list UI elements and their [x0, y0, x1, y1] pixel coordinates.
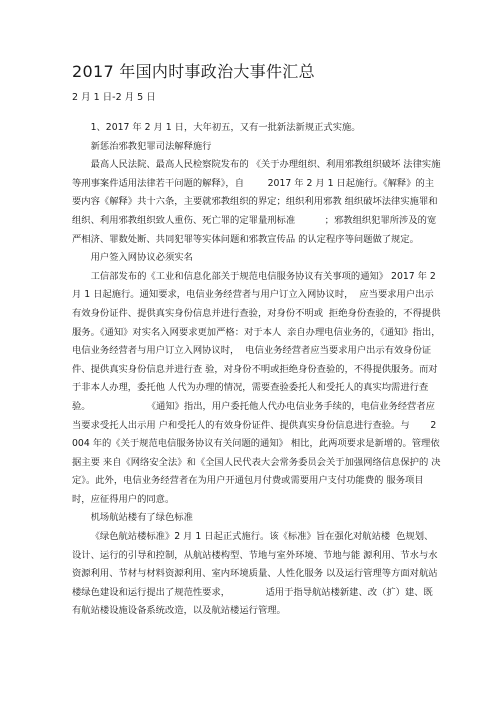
section-heading-real-name: 用户签入网协议必须实名 — [90, 252, 193, 264]
document-body — [72, 119, 442, 621]
section-heading-green-terminal: 机场航站楼有了绿色标准 — [90, 512, 193, 524]
paragraph-green-terminal: 《绿色航站楼标准》2 月 1 日起正式施行。该《标准》旨在强化对航站楼 色规划、设计、运行的引导和控制，从航站楼构型、节地与室外环境、节地与能 源利用、节水与水资源利用、节材与材料资源利用、室内环境质量、人性化服务 以及运行管理等方面对航站楼绿色建设和运行提出了规范性要求， 适用于指导航站楼新建、改（扩）建、既有航站楼设施设备系统改造，以及航站楼运行管理。 — [72, 531, 438, 617]
paragraph-real-name: 工信部发布的《工业和信息化部关于规范电信服务协议有关事项的通知》 2017 年 2 月 1 日起施行。通知要求，电信业务经营者与用户订立入网协议时， 应当要求用户出示有效身份证件、提供真实身份信息并进行查验，对身份不明或 拒绝身份查验的，不得提供服务。《通知》对实名入网要求更加严格：对于本人 亲自办理电信业务的，《通知》指出，电信业务经营者与用户订立入网协议时， 电信业务经营者应当要求用户出示有效身份证件、提供真实身份信息并进行查 验，对身份不明或拒绝身份查验的，不得提供服务。而对于非本人办理，委托他 人代为办理的情况，需要查验委托人和受托人的真实均需进行查验。 《通知》指出，用户委托他人代办电信业务手续的，电信业务经营者应当要求受托人出示用 户和受托人的有效身份证件、提供真实身份信息进行查验。与 2004 年的《关于规范电信服务协议有关问题的通知》 相比，此两项要求是新增的。管理依据主要 来自《网络安全法》和《全国人民代表大会常务委员会关于加强网络信息保护的 决定》。此外，电信业务经营者在为用户开通包月付费或需要用户支付功能费的 服务项目时，应征得用户的同意。 — [72, 270, 441, 505]
document-page — [72, 60, 442, 621]
paragraph-intro: 1、2017 年 2 月 1 日，大年初五，又有一批新法新规正式实施。 — [90, 122, 361, 133]
document-title: 2017 年国内时事政治大事件汇总 — [72, 62, 315, 81]
date-range: 2 月 1 日-2 月 5 日 — [72, 92, 156, 103]
paragraph-cult-law: 最高人民法院、最高人民检察院发布的 《关于办理组织、利用邪教组织破坏 法律实施等刑事案件适用法律若干问题的解释》，自 2017 年 2 月 1 日起施行。《解释》的主要内容《解释》共十六条，主要就邪教组织的界定；组织利用邪教 组织破坏法律实施罪和组织、利用邪教组织致人重伤、死亡罪的定罪量刑标准 ；邪教组织犯罪所涉及的宽严相济、罪数处断、共同犯罪等实体问题和邪教宣传品 的认定程序等问题做了规定。 — [72, 159, 441, 245]
section-heading-cult-law: 新惩治邪教犯罪司法解释施行 — [90, 140, 212, 152]
